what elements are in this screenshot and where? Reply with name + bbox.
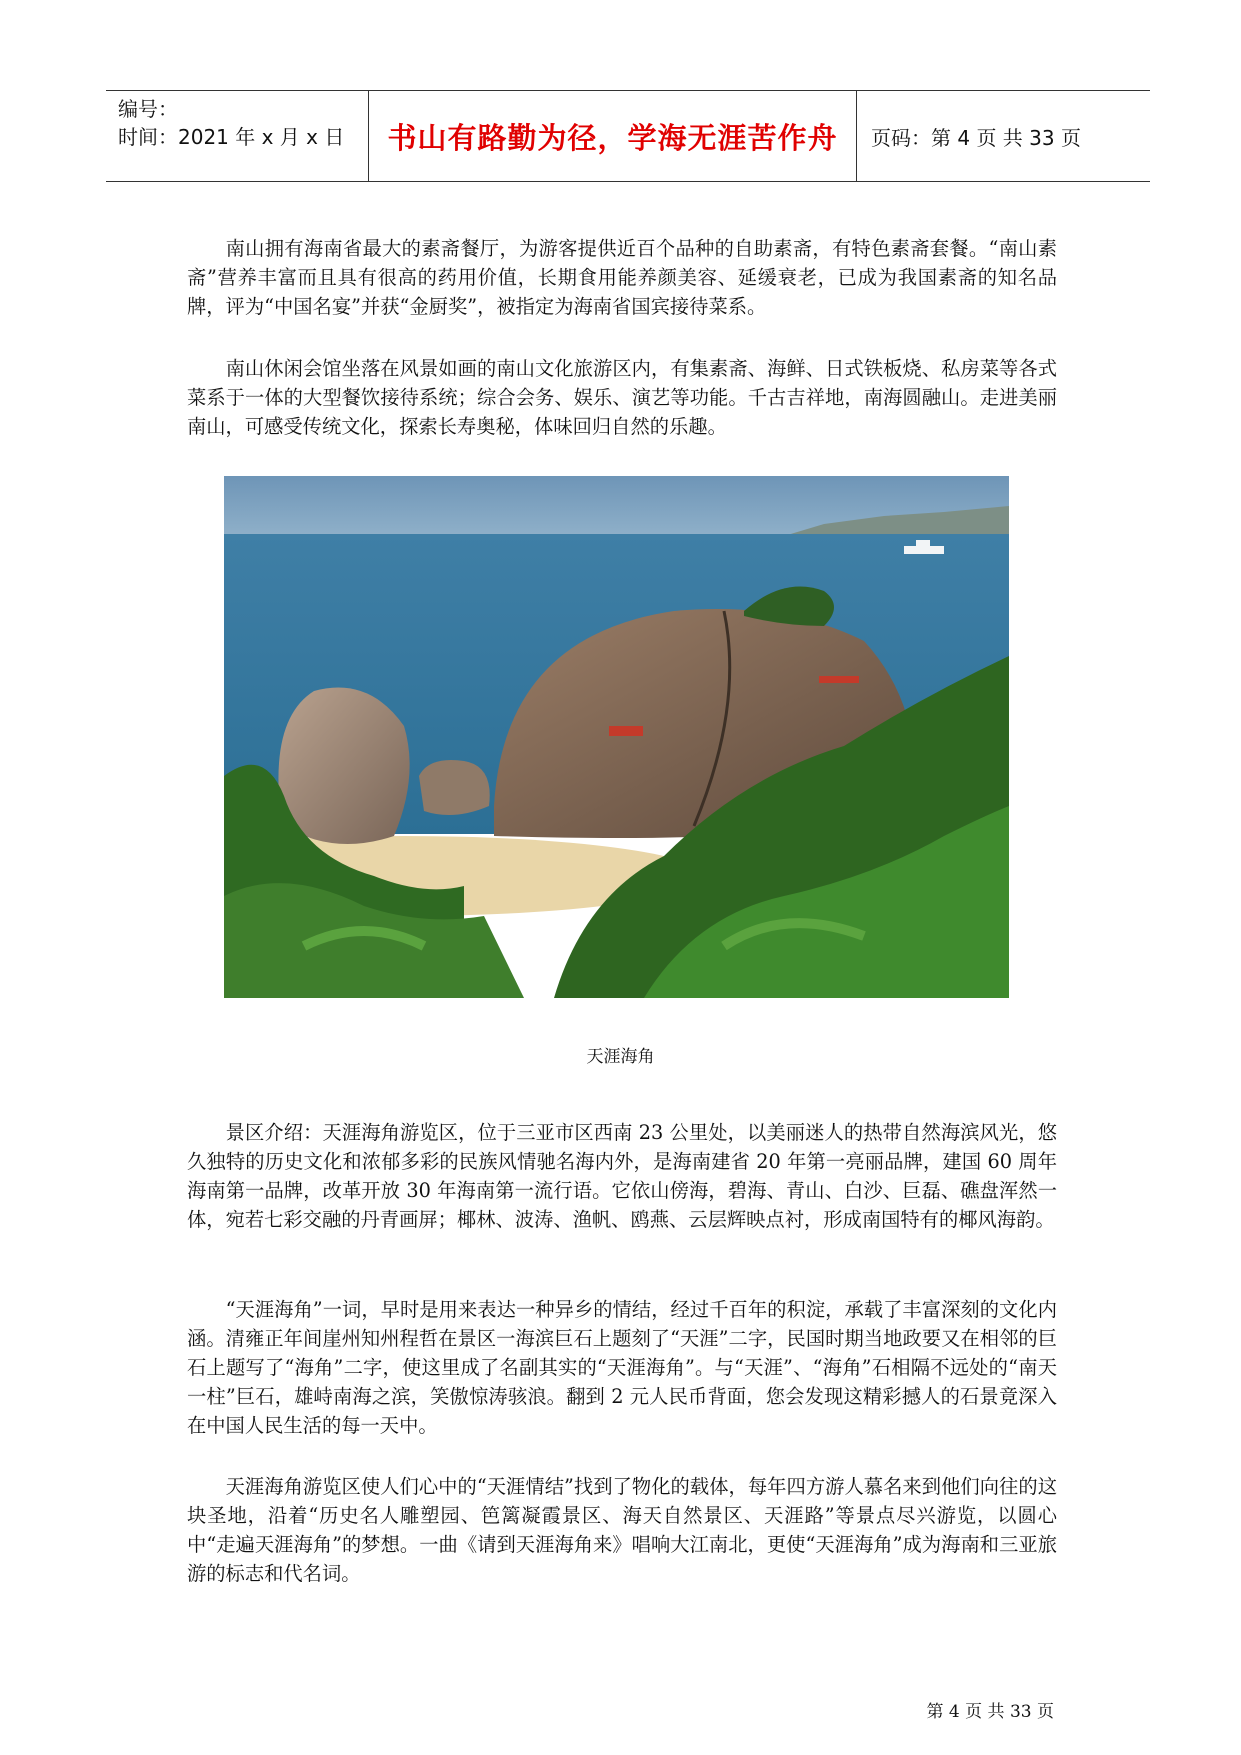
header-page-info: 页码：第 4 页 共 33 页 <box>871 125 1081 150</box>
document-number-label: 编号： <box>118 97 178 121</box>
header-table <box>106 90 1150 182</box>
header-motto-cell <box>369 91 857 181</box>
scenic-photo <box>224 476 1009 998</box>
header-page-cell <box>857 91 1150 181</box>
paragraph-vegetarian-restaurant: 南山拥有海南省最大的素斋餐厅，为游客提供近百个品种的自助素斋，有特色素斋套餐。“南山素斋”营养丰富而且具有很高的药用价值，长期食用能养颜美容、延缓衰老，已成为我国素斋的知名品牌，评为“中国名宴”并获“金厨奖”，被指定为海南省国宾接待菜系。 <box>187 237 1057 318</box>
header-motto: 书山有路勤为径，学海无涯苦作舟 <box>387 120 838 155</box>
paragraph-tianya-haijiao-origin: “天涯海角”一词，早时是用来表达一种异乡的情结，经过千百年的积淀，承载了丰富深刻的文化内涵。清雍正年间崖州知州程哲在景区一海滨巨石上题刻了“天涯”二字，民国时期当地政要又在相邻的巨石上题写了“海角”二字，使这里成了名副其实的“天涯海角”。与“天涯”、“海角”石相隔不远处的“南天一柱”巨石，雄峙南海之滨，笑傲惊涛骇浪。翻到 2 元人民币背面，您会发现这精彩撼人的石景竟深入在中国人民生活的每一天中。 <box>187 1298 1057 1437</box>
paragraph-leisure-club: 南山休闲会馆坐落在风景如画的南山文化旅游区内，有集素斋、海鲜、日式铁板烧、私房菜等各式菜系于一体的大型餐饮接待系统；综合会务、娱乐、演艺等功能。千古吉祥地，南海圆融山。走进美丽南山，可感受传统文化，探索长寿奥秘，体味回归自然的乐趣。 <box>187 357 1057 438</box>
header-meta-cell <box>106 91 369 181</box>
photo-caption: 天涯海角 <box>586 1047 655 1067</box>
paragraph-scenic-intro: 景区介绍：天涯海角游览区，位于三亚市区西南 23 公里处，以美丽迷人的热带自然海滨风光，悠久独特的历史文化和浓郁多彩的民族风情驰名海内外，是海南建省 20 年第一亮丽品牌，建国 60 周年海南第一品牌，改革开放 30 年海南第一流行语。它依山傍海，碧海、青山、白沙、巨磊、礁盘浑然一体，宛若七彩交融的丹青画屏；椰林、波涛、渔帆、鸥燕、云层辉映点衬，形成南国特有的椰风海韵。 <box>187 1121 1057 1231</box>
page-footer: 第 4 页 共 33 页 <box>926 1702 1054 1722</box>
document-time-label: 时间：2021 年 x 月 x 日 <box>118 125 345 149</box>
paragraph-tourism-symbol: 天涯海角游览区使人们心中的“天涯情结”找到了物化的载体，每年四方游人慕名来到他们向往的这块圣地，沿着“历史名人雕塑园、笆篱凝霞景区、海天自然景区、天涯路”等景点尽兴游览，以圆心中“走遍天涯海角”的梦想。一曲《请到天涯海角来》唱响大江南北，更使“天涯海角”成为海南和三亚旅游的标志和代名词。 <box>187 1475 1057 1585</box>
